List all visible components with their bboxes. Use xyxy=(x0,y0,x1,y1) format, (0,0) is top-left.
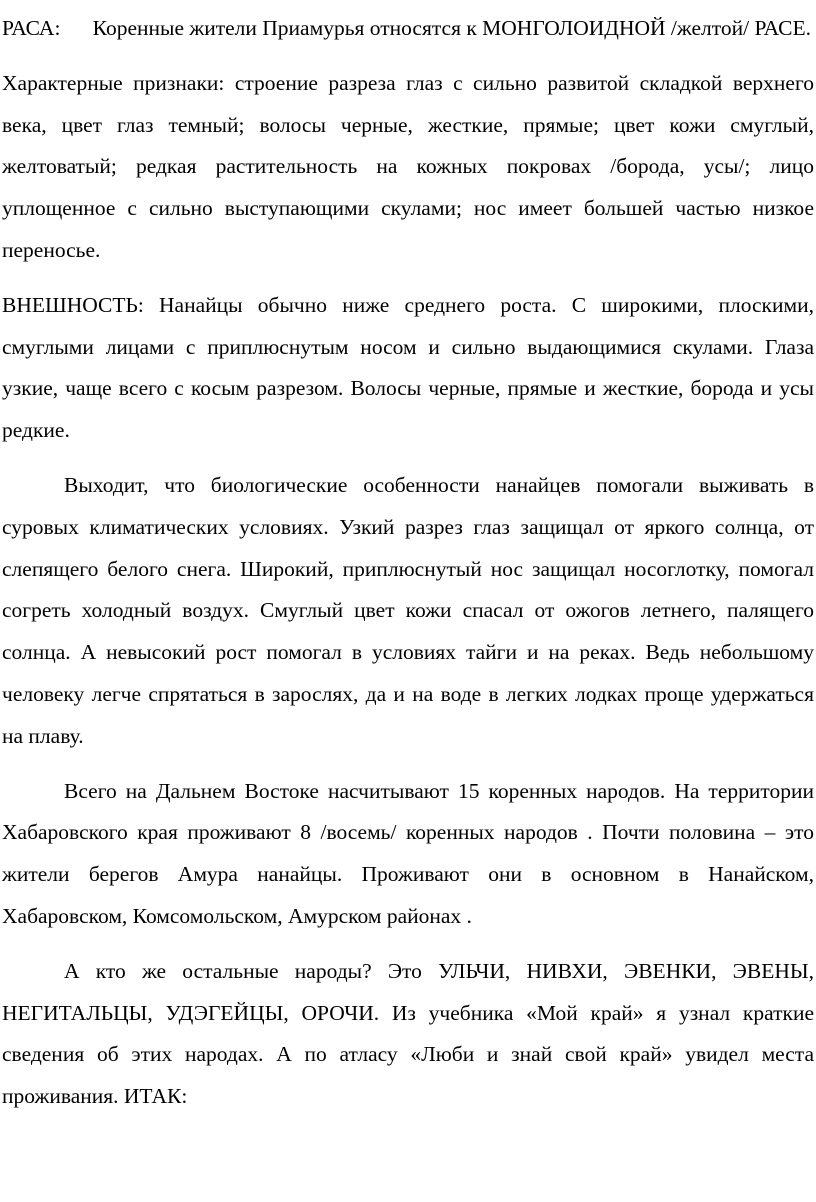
peoples-count-paragraph: Всего на Дальнем Востоке насчитывают 15 коренных народов. На территории Хабаровского края проживают 8 /восемь/ коренных народов . Почти половина – это жители берегов Амура нанайцы. Проживают они в основном в Нанайском, Хабаровском, Комсомольском, Амурском районах . xyxy=(2,778,814,928)
other-peoples-paragraph: А кто же остальные народы? Это УЛЬЧИ, НИВХИ, ЭВЕНКИ, ЭВЕНЫ, НЕГИТАЛЬЦЫ, УДЭГЕЙЦЫ, ОРОЧИ. Из учебника «Мой край» я узнал краткие сведения об этих народах. А по атласу «Люби и знай свой край» увидел места проживания. ИТАК: xyxy=(2,958,814,1109)
characteristics-paragraph: Характерные признаки: строение разреза глаз с сильно развитой складкой верхнего века, цвет глаз темный; волосы черные, жесткие, прямые; цвет кожи смуглый, желтоватый; редкая растительность на кожных покровах /борода, усы/; лицо уплощенное с сильно выступающими скулами; нос имеет большей частью низкое переносье. xyxy=(2,70,814,262)
appearance-paragraph: ВНЕШНОСТЬ: Нанайцы обычно ниже среднего роста. С широкими, плоскими, смуглыми лицами с приплюснутым носом и сильно выдающимися скулами. Глаза узкие, чаще всего с косым разрезом. Волосы черные, прямые и жесткие, борода и усы редкие. xyxy=(2,292,814,443)
race-paragraph: РАСА: Коренные жители Приамурья относятся к МОНГОЛОИДНОЙ /желтой/ РАСЕ. xyxy=(2,16,811,40)
adaptation-paragraph: Выходит, что биологические особенности нанайцев помогали выживать в суровых климатических условиях. Узкий разрез глаз защищал от яркого солнца, от слепящего белого снега. Широкий, приплюснутый нос защищал носоглотку, помогал согреть холодный воздух. Смуглый цвет кожи спасал от ожогов летнего, палящего солнца. А невысокий рост помогал в условиях тайги и на реках. Ведь небольшому человеку легче спрятаться в зарослях, да и на воде в легких лодках проще удержаться на плаву. xyxy=(2,472,814,748)
